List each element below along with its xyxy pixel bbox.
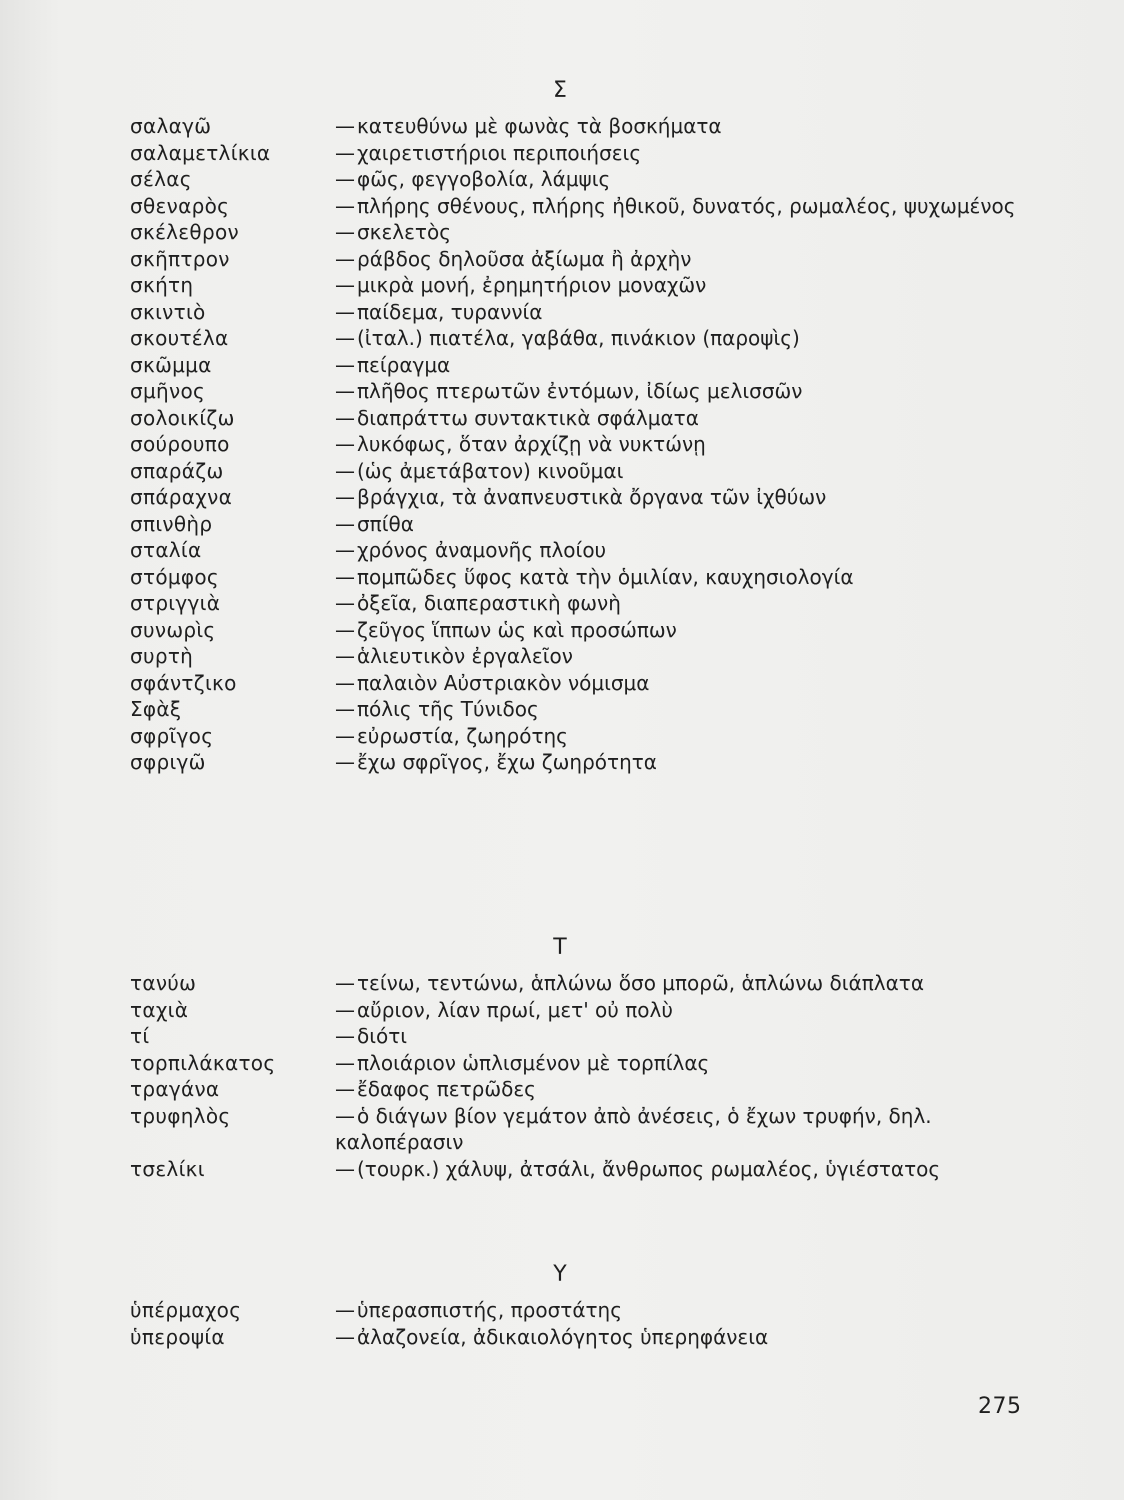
entry-dash: — <box>335 1156 355 1181</box>
entry-definition: πλῆθος πτερωτῶν ἐντόμων, ἰδίως μελισσῶν <box>357 379 803 403</box>
entry-definition-wrap <box>335 511 1030 538</box>
entry-definition: χρόνος ἀναμονῆς πλοίου <box>357 538 607 562</box>
entry-term: σφριγῶ <box>130 750 206 774</box>
glossary-entry <box>130 166 1030 193</box>
entry-dash: — <box>335 644 355 668</box>
entry-term: σκουτέλα <box>130 326 229 350</box>
entry-term: ὑπέρμαχος <box>130 1298 242 1322</box>
glossary-entry <box>130 696 1030 723</box>
entry-definition: χαιρετιστήριοι περιποιήσεις <box>357 140 642 165</box>
entry-definition: ἀλαζονεία, ἀδικαιολόγητος ὑπερηφάνεια <box>357 1324 769 1349</box>
glossary-entry <box>130 1050 1030 1077</box>
entry-term: σμῆνος <box>130 379 206 403</box>
entry-dash: — <box>335 1077 355 1101</box>
entry-dash: — <box>335 193 355 218</box>
entry-definition-wrap <box>335 325 1030 352</box>
entry-definition: ὀξεῖα, διαπεραστικὴ φωνὴ <box>357 591 621 615</box>
entry-list <box>130 970 1030 1182</box>
entry-definition-wrap <box>335 113 1030 140</box>
entry-dash: — <box>335 1103 355 1128</box>
entry-definition-wrap <box>335 537 1030 564</box>
entry-term: σπινθὴρ <box>130 511 213 536</box>
entry-dash: — <box>335 997 355 1022</box>
entry-definition-wrap <box>335 431 1030 458</box>
entry-dash: — <box>335 352 355 377</box>
entry-definition: παίδεμα, τυραννία <box>357 299 543 324</box>
entry-definition: (ὡς ἀμετάβατον) κινοῦμαι <box>357 458 624 483</box>
entry-definition: πείραγμα <box>357 352 451 377</box>
entry-dash: — <box>335 220 355 244</box>
entry-dash: — <box>335 538 355 562</box>
section-tau <box>130 935 1030 1182</box>
entry-definition: ὁ διάγων βίον γεμάτον ἀπὸ ἀνέσεις, ὁ ἔχων τρυφήν, δηλ. καλοπέρασιν <box>335 1103 932 1154</box>
entry-definition: φῶς, φεγγοβολία, λάμψις <box>357 167 611 191</box>
glossary-entry <box>130 617 1030 644</box>
entry-dash: — <box>335 246 355 271</box>
entry-definition-wrap <box>335 1156 1030 1183</box>
entry-definition-wrap <box>335 564 1030 591</box>
entry-definition: πλοιάριον ὡπλισμένον μὲ τορπίλας <box>357 1050 710 1075</box>
entry-term: σφάντζικο <box>130 670 237 695</box>
entry-term: στριγγιὰ <box>130 591 221 615</box>
entry-dash: — <box>335 750 355 774</box>
entry-term: τί <box>130 1024 150 1048</box>
glossary-entry <box>130 1103 1030 1156</box>
glossary-entry <box>130 246 1030 273</box>
entry-term: σολοικίζω <box>130 405 235 430</box>
page-number: 275 <box>978 1394 1022 1419</box>
entry-dash: — <box>335 670 355 695</box>
entry-definition-wrap <box>335 140 1030 167</box>
entry-dash: — <box>335 1298 355 1322</box>
entry-term: τσελίκι <box>130 1156 205 1181</box>
entry-dash: — <box>335 1324 355 1349</box>
entry-definition-wrap <box>335 1324 1030 1351</box>
entry-term: στόμφος <box>130 564 219 589</box>
entry-definition: αὔριον, λίαν πρωί, μετ' οὐ πολὺ <box>357 997 673 1022</box>
entry-definition-wrap <box>335 970 1030 997</box>
entry-term: Σφὰξ <box>130 697 182 721</box>
entry-term: σκήτη <box>130 273 194 297</box>
entry-definition-wrap <box>335 1076 1030 1103</box>
entry-dash: — <box>335 458 355 483</box>
entry-definition-wrap <box>335 997 1030 1024</box>
entry-list <box>130 1297 1030 1350</box>
glossary-entry <box>130 590 1030 617</box>
entry-definition: διαπράττω συντακτικὰ σφάλματα <box>357 405 699 430</box>
glossary-entry <box>130 140 1030 167</box>
entry-term: σκιντιὸ <box>130 299 206 324</box>
glossary-entry <box>130 325 1030 352</box>
glossary-entry <box>130 723 1030 750</box>
entry-definition: πλήρης σθένους, πλήρης ἠθικοῦ, δυνατός, ρωμαλέος, ψυχωμένος <box>357 193 1016 218</box>
entry-dash: — <box>335 405 355 430</box>
entry-definition-wrap <box>335 378 1030 405</box>
entry-definition: ἔχω σφρῖγος, ἔχω ζωηρότητα <box>357 750 657 774</box>
entry-definition: τείνω, τεντώνω, ἁπλώνω ὅσο μπορῶ, ἁπλώνω διάπλατα <box>357 971 925 995</box>
entry-definition: ράβδος δηλοῦσα ἀξίωμα ἢ ἀρχὴν <box>357 246 692 271</box>
entry-definition-wrap <box>335 299 1030 326</box>
entry-dash: — <box>335 723 355 748</box>
entry-definition-wrap <box>335 696 1030 723</box>
entry-dash: — <box>335 167 355 191</box>
glossary-entry <box>130 193 1030 220</box>
entry-term: τρυφηλὸς <box>130 1103 231 1128</box>
glossary-entry <box>130 643 1030 670</box>
entry-definition-wrap <box>335 166 1030 193</box>
entry-term: σκῶμμα <box>130 352 212 377</box>
entry-term: συνωρὶς <box>130 617 216 642</box>
entry-term: ὑπεροψία <box>130 1324 225 1349</box>
glossary-entry <box>130 1324 1030 1351</box>
glossary-entry <box>130 511 1030 538</box>
glossary-entry <box>130 997 1030 1024</box>
entry-dash: — <box>335 299 355 324</box>
entry-term: τραγάνα <box>130 1077 220 1101</box>
entry-definition-wrap <box>335 1023 1030 1050</box>
glossary-entry <box>130 670 1030 697</box>
entry-definition-wrap <box>335 1103 1030 1156</box>
entry-definition-wrap <box>335 352 1030 379</box>
entry-definition: διότι <box>357 1024 408 1048</box>
entry-term: ταχιὰ <box>130 997 189 1022</box>
entry-definition-wrap <box>335 272 1030 299</box>
section-letter: Υ <box>553 1262 567 1287</box>
entry-dash: — <box>335 1050 355 1075</box>
entry-definition: ἁλιευτικὸν ἐργαλεῖον <box>357 644 573 668</box>
entry-definition: λυκόφως, ὅταν ἀρχίζῃ νὰ νυκτώνῃ <box>357 432 706 456</box>
entry-definition: ζεῦγος ἵππων ὡς καὶ προσώπων <box>357 617 677 642</box>
entry-definition: βράγχια, τὰ ἀναπνευστικὰ ὄργανα τῶν ἰχθύων <box>357 485 827 509</box>
entry-dash: — <box>335 697 355 721</box>
entry-term: σέλας <box>130 167 192 191</box>
entry-term: σκῆπτρον <box>130 246 230 271</box>
entry-definition-wrap <box>335 458 1030 485</box>
glossary-entry <box>130 1156 1030 1183</box>
entry-definition: (ἰταλ.) πιατέλα, γαβάθα, πινάκιον (παροψὶς) <box>357 326 800 350</box>
glossary-entry <box>130 458 1030 485</box>
entry-definition: μικρὰ μονή, ἐρημητήριον μοναχῶν <box>357 273 707 297</box>
glossary-entry <box>130 1023 1030 1050</box>
glossary-entry <box>130 352 1030 379</box>
entry-term: συρτὴ <box>130 644 194 668</box>
section-letter: Σ <box>553 78 567 103</box>
section-upsilon <box>130 1262 1030 1350</box>
entry-definition-wrap <box>335 617 1030 644</box>
entry-definition: σκελετὸς <box>357 220 451 244</box>
entry-definition: ὑπερασπιστής, προστάτης <box>357 1298 622 1322</box>
entry-term: σπαράζω <box>130 458 224 483</box>
entry-dash: — <box>335 326 355 350</box>
entry-dash: — <box>335 485 355 509</box>
glossary-entry <box>130 431 1030 458</box>
section-letter: Τ <box>553 935 567 960</box>
entry-dash: — <box>335 1024 355 1048</box>
entry-term: τανύω <box>130 971 197 995</box>
entry-dash: — <box>335 379 355 403</box>
entry-definition-wrap <box>335 405 1030 432</box>
section-sigma <box>130 78 1030 776</box>
entry-term: σπάραχνα <box>130 485 233 509</box>
glossary-entry <box>130 272 1030 299</box>
entry-definition: κατευθύνω μὲ φωνὰς τὰ βοσκήματα <box>357 114 722 138</box>
glossary-entry <box>130 564 1030 591</box>
entry-dash: — <box>335 140 355 165</box>
entry-definition-wrap <box>335 246 1030 273</box>
entry-dash: — <box>335 511 355 536</box>
glossary-entry <box>130 537 1030 564</box>
glossary-entry <box>130 484 1030 511</box>
entry-definition-wrap <box>335 723 1030 750</box>
entry-definition-wrap <box>335 1297 1030 1324</box>
entry-definition-wrap <box>335 193 1030 220</box>
glossary-entry <box>130 970 1030 997</box>
glossary-entry <box>130 113 1030 140</box>
entry-term: σούρουπο <box>130 432 230 456</box>
entry-definition: ἔδαφος πετρῶδες <box>357 1077 536 1101</box>
entry-term: σαλαμετλίκια <box>130 140 271 165</box>
entry-dash: — <box>335 591 355 615</box>
entry-term: σφρῖγος <box>130 723 214 748</box>
entry-definition-wrap <box>335 749 1030 776</box>
entry-term: σθεναρὸς <box>130 193 230 218</box>
entry-definition-wrap <box>335 484 1030 511</box>
entry-term: σκέλεθρον <box>130 220 239 244</box>
entry-dash: — <box>335 564 355 589</box>
entry-dash: — <box>335 273 355 297</box>
glossary-entry <box>130 749 1030 776</box>
entry-definition: πόλις τῆς Τύνιδος <box>357 697 539 721</box>
entry-term: σταλία <box>130 538 202 562</box>
entry-definition: πομπῶδες ὕφος κατὰ τὴν ὁμιλίαν, καυχησιολογία <box>357 564 854 589</box>
glossary-entry <box>130 405 1030 432</box>
glossary-entry <box>130 378 1030 405</box>
glossary-entry <box>130 299 1030 326</box>
glossary-entry <box>130 1297 1030 1324</box>
entry-definition-wrap <box>335 670 1030 697</box>
entry-definition: (τουρκ.) χάλυψ, ἀτσάλι, ἄνθρωπος ρωμαλέος, ὑγιέστατος <box>357 1156 941 1181</box>
entry-definition: εὐρωστία, ζωηρότης <box>357 723 568 748</box>
entry-definition-wrap <box>335 643 1030 670</box>
entry-list <box>130 113 1030 776</box>
entry-dash: — <box>335 114 355 138</box>
entry-definition-wrap <box>335 219 1030 246</box>
entry-term: σαλαγῶ <box>130 114 212 138</box>
entry-dash: — <box>335 432 355 456</box>
entry-dash: — <box>335 971 355 995</box>
entry-term: τορπιλάκατος <box>130 1050 276 1075</box>
glossary-entry <box>130 1076 1030 1103</box>
entry-definition-wrap <box>335 590 1030 617</box>
entry-definition: σπίθα <box>357 511 414 536</box>
entry-definition-wrap <box>335 1050 1030 1077</box>
entry-definition: παλαιὸν Αὐστριακὸν νόμισμα <box>357 670 650 695</box>
glossary-entry <box>130 219 1030 246</box>
entry-dash: — <box>335 617 355 642</box>
